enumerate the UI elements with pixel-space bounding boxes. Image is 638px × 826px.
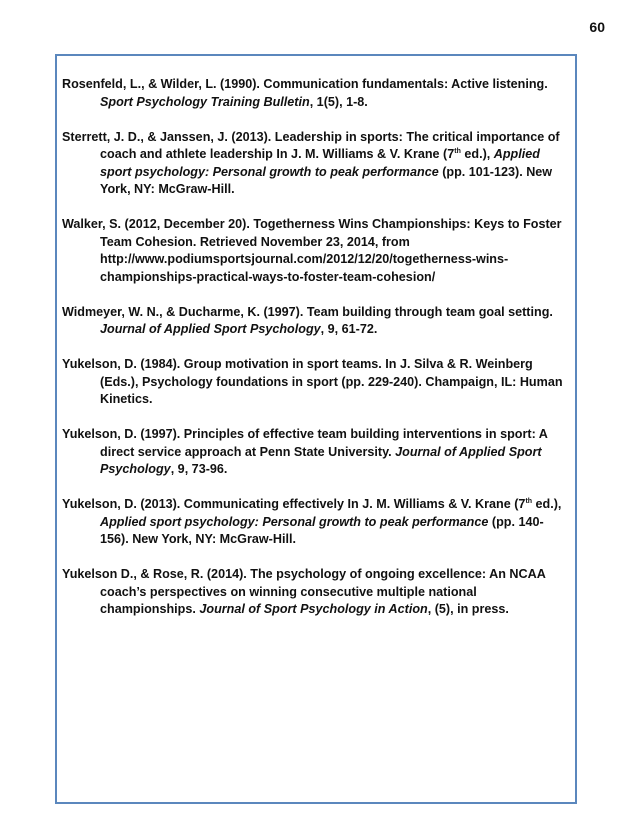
reference-text: Rosenfeld, L., & Wilder, L. (1990). Communication fundamentals: Active listening. bbox=[62, 77, 548, 91]
reference-entry bbox=[62, 426, 570, 479]
reference-title-italic: Journal of Applied Sport Psychology bbox=[100, 444, 542, 476]
reference-text: , 1(5), 1-8. bbox=[309, 94, 368, 109]
reference-entry bbox=[62, 566, 570, 619]
reference-text: ed.), bbox=[532, 497, 562, 511]
reference-entry bbox=[62, 356, 570, 409]
page-number: 60 bbox=[589, 19, 605, 35]
ordinal-superscript: th bbox=[525, 497, 533, 505]
ordinal-superscript: th bbox=[454, 147, 461, 155]
reference-entry bbox=[62, 76, 570, 111]
reference-text: (pp. 140-156). New York, NY: McGraw-Hill. bbox=[100, 514, 544, 546]
reference-text: Yukelson, D. (1997). Principles of effective team building interventions in sport: A direct service approach at Penn State University. bbox=[62, 427, 548, 459]
reference-text: , (5), in press. bbox=[427, 602, 509, 616]
reference-text: , 9, 61-72. bbox=[320, 322, 378, 336]
reference-text: Yukelson, D. (2013). Communicating effectively In J. M. Williams & V. Krane (7 bbox=[62, 497, 526, 511]
reference-text: Sterrett, J. D., & Janssen, J. (2013). Leadership in sports: The critical importance of coach and athlete leadership In J. M. Williams & V. Krane (7 bbox=[62, 129, 560, 161]
reference-text: (pp. 101-123). New York, NY: McGraw-Hill. bbox=[100, 164, 553, 196]
reference-entry bbox=[62, 216, 570, 286]
reference-title-italic: Journal of Sport Psychology in Action bbox=[199, 602, 428, 616]
reference-text: ed.), bbox=[460, 147, 494, 161]
reference-title-italic: Journal of Applied Sport Psychology bbox=[100, 322, 321, 336]
reference-text: , 9, 73-96. bbox=[170, 462, 228, 476]
reference-title-italic: Applied sport psychology: Personal growth to peak performance bbox=[100, 147, 540, 179]
reference-text: Walker, S. (2012, December 20). Togetherness Wins Championships: Keys to Foster Team Cohesion. Retrieved November 23, 2014, from http://www.podiumsportsjournal.com/2012/12/20/togetherness-wins-championships-practical-ways-to-foster-team-cohesion/ bbox=[62, 217, 562, 284]
reference-entry bbox=[62, 304, 570, 339]
reference-text: Yukelson, D. (1984). Group motivation in sport teams. In J. Silva & R. Weinberg (Eds.), Psychology foundations in sport (pp. 229-240). Champaign, IL: Human Kinetics. bbox=[62, 357, 563, 406]
reference-text: Widmeyer, W. N., & Ducharme, K. (1997). Team building through team goal setting. bbox=[62, 304, 553, 319]
reference-text: Yukelson D., & Rose, R. (2014). The psychology of ongoing excellence: An NCAA coach’s perspectives on winning consecutive multiple national championships. bbox=[62, 567, 546, 616]
reference-entry bbox=[62, 129, 570, 199]
reference-list bbox=[62, 76, 570, 636]
reference-title-italic: Sport Psychology Training Bulletin bbox=[100, 94, 310, 109]
reference-title-italic: Applied sport psychology: Personal growth to peak performance bbox=[100, 514, 489, 529]
reference-entry bbox=[62, 496, 570, 549]
